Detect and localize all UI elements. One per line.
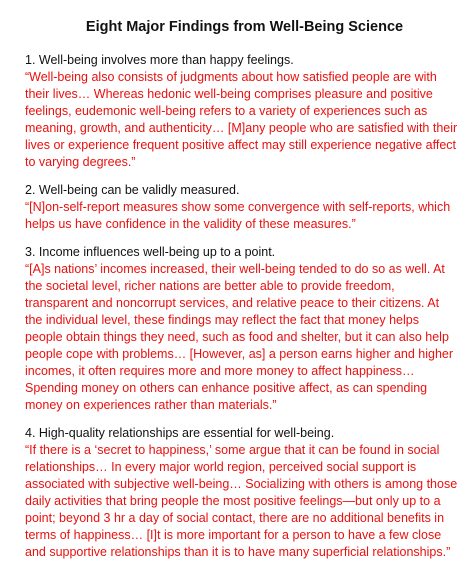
finding-quote: “If there is a ‘secret to happiness,’ some argue that it can be found in social relationships… In every major world region, perceived social support is associated with subjective well-being… Socializing with others is among those daily activities that bring people the most positive feelings—but only up to a point; beyond 3 hr a day of social contact, there are no additional benefits in terms of happiness… [I]t is more important for a person to have a few close and supportive relationships than it is to have many superficial relationships.” xyxy=(25,443,458,559)
finding-3 xyxy=(25,244,458,414)
finding-quote: “[N]on-self-report measures show some convergence with self-reports, which helps us have confidence in the validity of these measures.” xyxy=(25,200,451,231)
finding-heading: 3. Income influences well-being up to a point. xyxy=(25,245,276,259)
finding-4 xyxy=(25,425,458,561)
finding-quote: “Well-being also consists of judgments about how satisfied people are with their lives… Whereas hedonic well-being comprises pleasure and positive feelings, eudemonic well-being refers to a variety of experiences such as meaning, growth, and authenticity… [M]any people who are satisfied with their lives or experience frequent positive affect may still experience negative affect to varying degrees.” xyxy=(25,70,458,169)
finding-quote: “[A]s nations’ incomes increased, their well-being tended to do so as well. At the societal level, richer nations are better able to provide freedom, transparent and noncorrupt services, and relative peace to their citizens. At the individual level, these findings may reflect the fact that money helps people obtain things they need, such as food and shelter, but it can also help people cope with problems… [However, as] a person earns higher and higher incomes, it often requires more and more money to affect happiness… Spending money on others can enhance positive affect, as can spending money on experiences rather than materials.” xyxy=(25,262,454,412)
finding-heading: 4. High-quality relationships are essential for well-being. xyxy=(25,426,335,440)
finding-heading: 2. Well-being can be validly measured. xyxy=(25,183,240,197)
document-title: Eight Major Findings from Well-Being Science xyxy=(85,19,404,35)
finding-heading: 1. Well-being involves more than happy feelings. xyxy=(25,53,294,67)
finding-2 xyxy=(25,182,458,233)
finding-1 xyxy=(25,52,458,171)
